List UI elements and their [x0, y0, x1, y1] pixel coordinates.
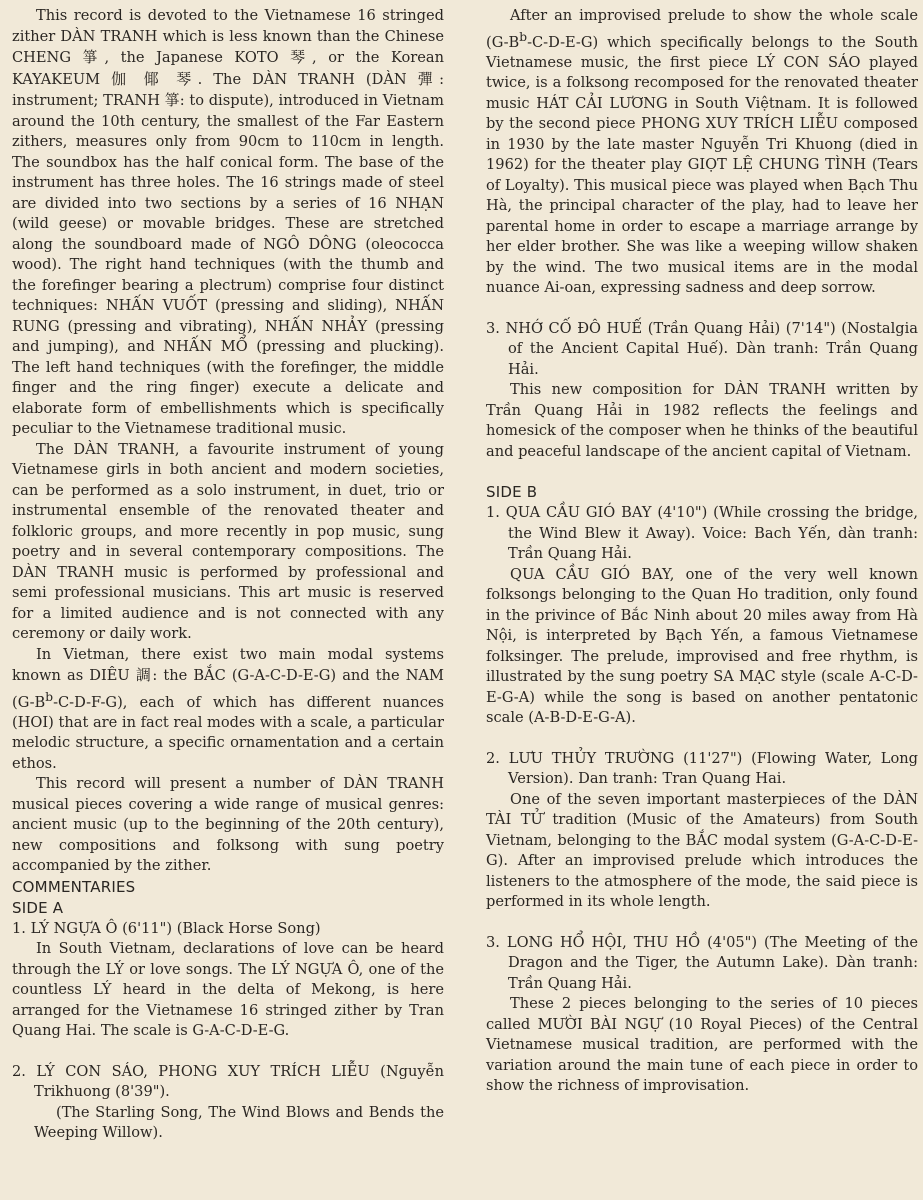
track-b1-description: QUA CẦU GIÓ BAY, one of the very well known folksongs belonging to the Quan Ho tradition, only found in the privince of Bắc Ninh about 20 miles away from Hà Nội, is interpreted by Bạch Yến, a famous Vietnamese folksinger. The prelude, improvised and free rhythm, is illustrated by the sung poetry SA MẠC style (scale A-C-D-E-G-A) while the song is based on another pentatonic scale (A-B-D-E-G-A).: [486, 565, 918, 727]
a2-text-a: After an improvised prelude to show the whole scale (G-B: [486, 7, 918, 51]
spacer: [486, 913, 918, 933]
track-a3-title: 3. NHỚ CỐ ĐÔ HUẾ (Trần Quang Hải) (7'14") (Nostalgia of the Ancient Capital Huế). Dàn tranh: Trần Quang Hải.: [486, 319, 918, 378]
intro-paragraph-3: [12, 645, 444, 775]
track-a2-subtitle: (The Starling Song, The Wind Blows and Bends the Weeping Willow).: [34, 1103, 444, 1142]
track-b2-description: One of the seven important masterpieces of the DÀN TÀI TỬ tradition (Music of the Amateurs) from South Vietnam, belonging to the BẮC modal system (G-A-C-D-E-G). After an improvised prelude which introduces the listeners to the atmosphere of the mode, the said piece is performed in its whole length.: [486, 790, 918, 911]
flat-superscript: b: [519, 29, 528, 44]
track-a1-title: 1. LÝ NGỰA Ô (6'11") (Black Horse Song): [12, 919, 321, 937]
track-a3-description: This new composition for DÀN TRANH written by Trần Quang Hải in 1982 reflects the feelings and homesick of the composer when he thinks of the beautiful and peaceful landscape of the ancient capital of Vietnam.: [486, 381, 918, 460]
dieu-character: 調: [135, 666, 153, 684]
cheng-character: 箏: [82, 48, 105, 66]
side-b-heading: SIDE B: [486, 483, 538, 502]
left-column: [12, 6, 444, 1144]
intro-text-f: : to dispute), introduced in Vietnam around the 10th century, the smallest of the Far Eastern zithers, measures only from 90cm to 110cm in length. The soundbox has the half conical form. The base of the instrument has three holes. The 16 strings made of steel are divided into two sections by a series of 16 NHẠN (wild geese) or movable bridges. These are stretched along the soundboard made of NGÔ DÔNG (oleococca wood). The right hand techniques (with the thumb and the forefinger bearing a plectrum) comprise four distinct techniques: NHẤN VUỐT (pressing and sliding), NHẤN RUNG (pressing and vibrating), NHẤN NHẢY (pressing and jumping), and NHẤN MỔ (pressing and plucking). The left hand techniques (with the forefinger, the middle finger and the ring finger) execute a delicate and elaborate form of embellishments which is specifically peculiar to the Vietnamese traditional music.: [12, 92, 444, 437]
track-a2-description: [486, 6, 918, 299]
intro-text-a: This record is devoted to the Vietnamese 16 stringed zither DÀN TRANH which is less known than the Chinese CHENG: [12, 7, 444, 66]
intro-paragraph-4: This record will present a number of DÀN TRANH musical pieces covering a wide range of musical genres: ancient music (up to the beginning of the 20th century), new compositions and folksong with sung poetry accompanied by the zither.: [12, 775, 444, 875]
track-b3-description: These 2 pieces belonging to the series of 10 pieces called MƯỜI BÀI NGỰ (10 Royal Pieces) of the Central Vietnamese musical tradition, are performed with the variation around the main tune of each piece in order to show the richness of improvisation.: [486, 995, 918, 1095]
dan-character: 彈: [417, 69, 440, 88]
track-b1-title: 1. QUA CẦU GIÓ BAY (4'10") (While crossing the bridge, the Wind Blew it Away). Voice: Bach Yến, dàn tranh: Trần Quang Hải.: [486, 504, 918, 563]
spacer: [486, 462, 918, 482]
right-column: [486, 6, 918, 1097]
intro-paragraph-1: [12, 6, 444, 440]
side-a-heading: SIDE A: [12, 898, 64, 917]
intro-text-b: , the Japanese KOTO: [104, 49, 291, 66]
kayakeum-characters: 伽 倻 琴: [111, 69, 198, 88]
commentaries-heading: COMMENTARIES: [12, 877, 136, 896]
track-a1-description: In South Vietnam, declarations of love can be heard through the LÝ or love songs. The LÝ NGỰA Ô, one of the countless LÝ heard in the delta of Mekong, is here arranged for the Vietnamese 16 stringed zither by Tran Quang Hai. The scale is G-A-C-D-E-G.: [12, 940, 444, 1040]
tranh-character: 箏: [164, 91, 180, 109]
a2-text-b: -C-D-E-G) which specifically belongs to the South Vietnamese music, the first piece LÝ CON SÁO played twice, is a folksong recomposed for the renovated theater music HÁT CẢI LƯƠNG in South Việtnam. It is followed by the second piece PHONG XUY TRÍCH LIỄU composed in 1930 by the late master Nguyễn Tri Khuong (died in 1962) for the theater play GIỌT LỆ CHUNG TÌNH (Tears of Loyalty). This musical piece was played when Bạch Thu Hà, the principal character of the play, had to leave her parental home in order to escape a marriage arrange by her elder brother. She was like a weeping willow shaken by the wind. The two musical items are in the modal nuance Ai-oan, expressing sadness and deep sorrow.: [486, 33, 918, 297]
modal-text-c: -C-D-F-G), each of which has different nuances (HOI) that are in fact real modes with a scale, a particular melodic structure, a specific ornamentation and a certain ethos.: [12, 693, 444, 772]
koto-character: 琴: [290, 48, 313, 66]
track-a2-title: 2. LÝ CON SÁO, PHONG XUY TRÍCH LIỄU (Nguyễn Trikhuong (8'39").: [12, 1062, 444, 1101]
flat-superscript: b: [45, 689, 54, 704]
spacer: [12, 1042, 444, 1062]
intro-text-c: , or the Korean KAYAKEUM: [12, 49, 444, 88]
modal-text-b: : the BẮC (G-A-C-D-E-G) and the NAM (G-B: [12, 667, 444, 711]
intro-text-e: : instrument; TRANH: [12, 70, 444, 109]
intro-text-d: . The DÀN TRANH (DÀN: [197, 70, 418, 88]
spacer: [486, 729, 918, 749]
modal-text-a: In Vietman, there exist two main modal systems known as DIÊU: [12, 645, 444, 684]
track-b2-title: 2. LƯU THỦY TRƯỜNG (11'27") (Flowing Water, Long Version). Dan tranh: Tran Quang Hai.: [486, 749, 918, 788]
spacer: [486, 299, 918, 319]
intro-paragraph-2: The DÀN TRANH, a favourite instrument of young Vietnamese girls in both ancient and modern societies, can be performed as a solo instrument, in duet, trio or instrumental ensemble of the renovated theater and folkloric groups, and more recently in pop music, sung poetry and in several contemporary compositions. The DÀN TRANH music is performed by professional and semi professional musicians. This art music is reserved for a limited audience and is not connected with any ceremony or daily work.: [12, 440, 444, 642]
track-b3-title: 3. LONG HỔ HỘI, THU HỒ (4'05") (The Meeting of the Dragon and the Tiger, the Autumn Lake). Dàn tranh: Trần Quang Hải.: [486, 933, 918, 992]
